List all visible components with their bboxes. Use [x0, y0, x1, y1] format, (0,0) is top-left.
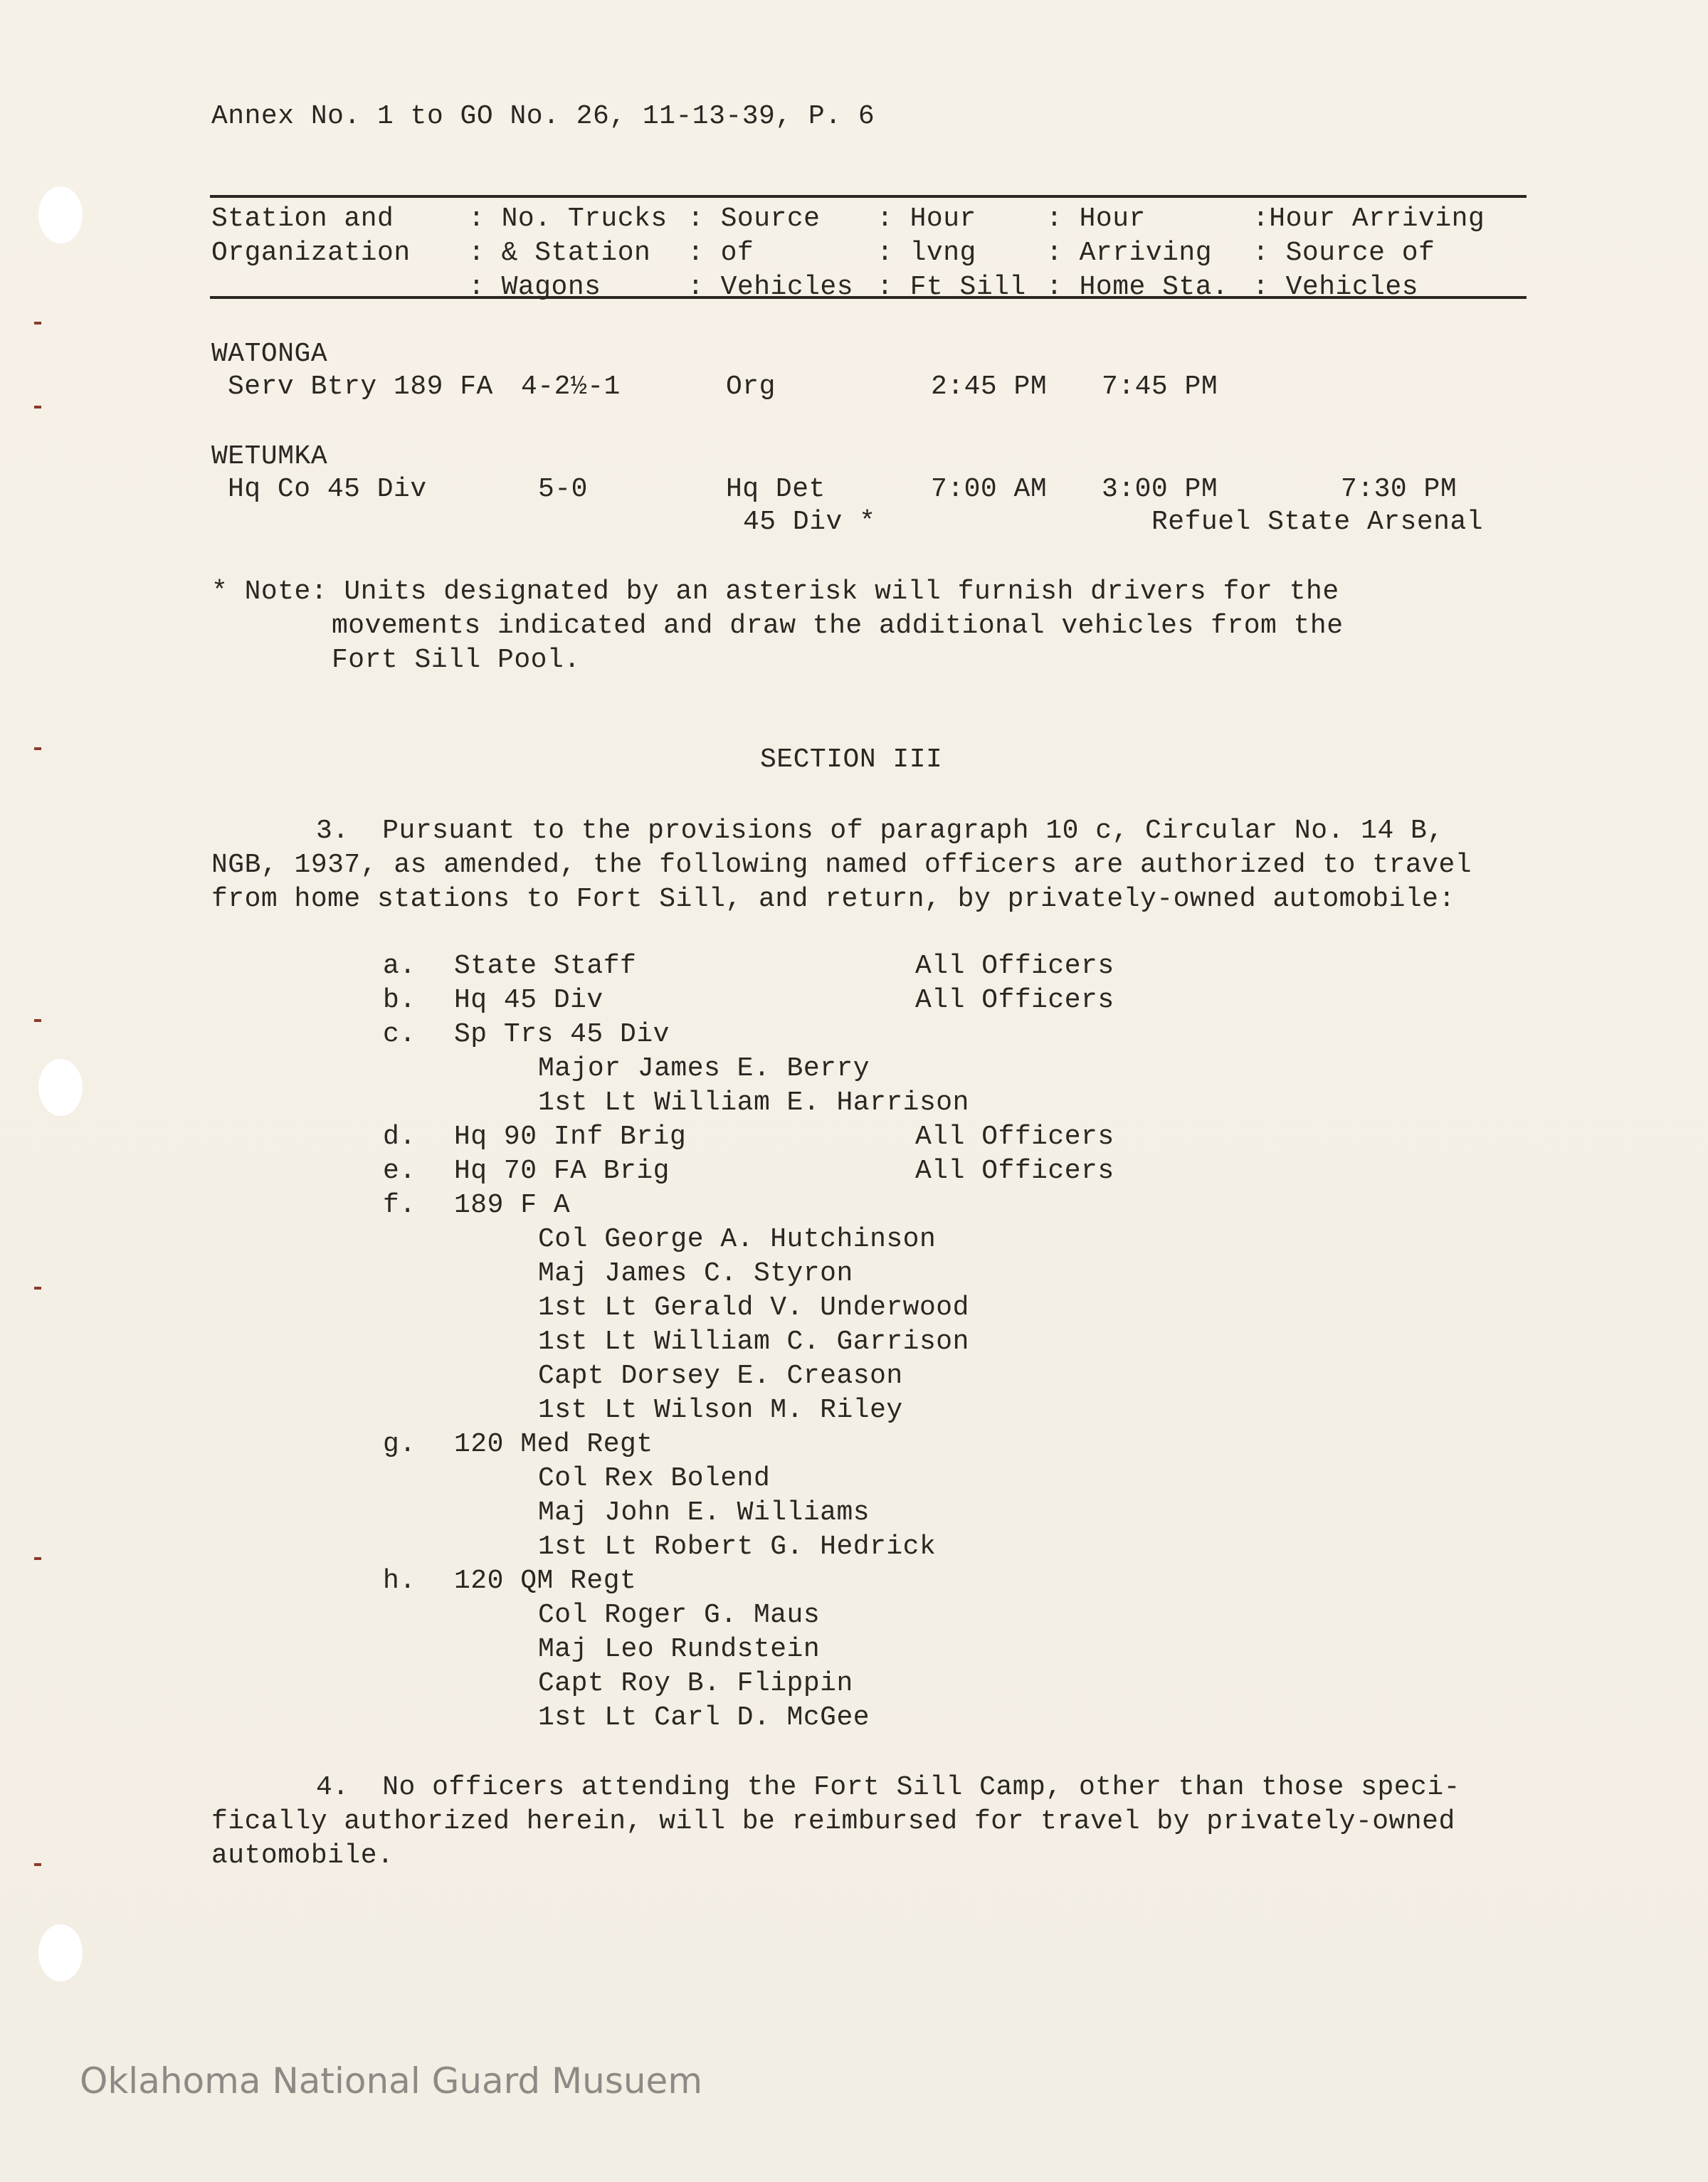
- organization: Hq Co 45 Div: [228, 474, 427, 505]
- header-col-source-3: : Vehicles: [687, 272, 854, 302]
- officer-name: Capt Roy B. Flippin: [538, 1668, 853, 1699]
- margin-mark: [34, 1557, 41, 1560]
- header-col-leave-2: : lvng: [877, 238, 976, 268]
- vehicle-source: Hq Det: [726, 474, 826, 505]
- remark: Refuel State Arsenal: [1151, 507, 1484, 537]
- list-unit: Hq 70 FA Brig: [454, 1156, 670, 1186]
- officer-name: 1st Lt Robert G. Hedrick: [538, 1532, 937, 1562]
- margin-mark: [34, 1019, 41, 1022]
- list-note: All Officers: [915, 1122, 1114, 1152]
- punch-hole-top: [38, 186, 83, 243]
- list-unit: 120 Med Regt: [454, 1429, 653, 1460]
- trucks-count: 5-0: [538, 474, 588, 505]
- officer-name: Major James E. Berry: [538, 1053, 870, 1084]
- punch-hole-middle: [38, 1059, 83, 1116]
- officer-name: 1st Lt William C. Garrison: [538, 1327, 969, 1357]
- hour-arriving-home: 3:00 PM: [1102, 474, 1218, 505]
- header-col-home-1: : Hour: [1046, 204, 1146, 234]
- header-col-trucks-2: : & Station: [468, 238, 651, 268]
- station-name: WATONGA: [211, 339, 328, 369]
- hour-leaving: 7:00 AM: [931, 474, 1048, 505]
- list-letter: f.: [383, 1190, 416, 1221]
- list-unit: Sp Trs 45 Div: [454, 1019, 670, 1050]
- list-letter: c.: [383, 1019, 416, 1050]
- para4-line: fically authorized herein, will be reimbursed for travel by privately-owned: [211, 1806, 1455, 1837]
- officer-name: Col George A. Hutchinson: [538, 1224, 937, 1255]
- table-top-rule: [210, 195, 1527, 198]
- header-col-source-arrive-1: :Hour Arriving: [1253, 204, 1485, 234]
- header-col-leave-1: : Hour: [877, 204, 976, 234]
- annex-header: Annex No. 1 to GO No. 26, 11-13-39, P. 6: [211, 101, 875, 132]
- note-line: * Note: Units designated by an asterisk will furnish drivers for the: [211, 576, 1339, 607]
- header-col-home-3: : Home Sta.: [1046, 272, 1229, 302]
- organization: Serv Btry 189 FA: [228, 371, 493, 402]
- header-col-home-2: : Arriving: [1046, 238, 1213, 268]
- header-col-trucks-1: : No. Trucks: [468, 204, 668, 234]
- header-col-leave-3: : Ft Sill: [877, 272, 1026, 302]
- list-unit: State Staff: [454, 951, 637, 981]
- hour-leaving: 2:45 PM: [931, 371, 1048, 402]
- section-title: SECTION III: [760, 744, 943, 775]
- list-unit: 189 F A: [454, 1190, 571, 1221]
- header-col-station-2: Organization: [211, 238, 411, 268]
- list-letter: d.: [383, 1122, 416, 1152]
- officer-name: Maj Leo Rundstein: [538, 1634, 821, 1665]
- header-col-source-1: : Source: [687, 204, 821, 234]
- hour-arriving-home: 7:45 PM: [1102, 371, 1218, 402]
- museum-watermark: Oklahoma National Guard Musuem: [80, 2060, 703, 2102]
- margin-mark: [34, 322, 41, 325]
- para3-line: NGB, 1937, as amended, the following named officers are authorized to travel: [211, 850, 1472, 880]
- header-col-trucks-3: : Wagons: [468, 272, 601, 302]
- officer-name: Col Roger G. Maus: [538, 1600, 821, 1630]
- officer-name: 1st Lt William E. Harrison: [538, 1087, 969, 1118]
- list-unit: 120 QM Regt: [454, 1566, 637, 1596]
- margin-mark: [34, 1863, 41, 1866]
- punch-hole-bottom: [38, 1924, 83, 1981]
- header-col-source-2: : of: [687, 238, 754, 268]
- header-col-station-1: Station and: [211, 204, 394, 234]
- header-col-source-arrive-3: : Vehicles: [1253, 272, 1419, 302]
- list-note: All Officers: [915, 985, 1114, 1016]
- margin-mark: [34, 747, 41, 750]
- para4-line: automobile.: [211, 1840, 394, 1871]
- list-note: All Officers: [915, 951, 1114, 981]
- note-line: Fort Sill Pool.: [332, 645, 581, 675]
- margin-mark: [34, 1287, 41, 1290]
- list-unit: Hq 45 Div: [454, 985, 603, 1016]
- list-unit: Hq 90 Inf Brig: [454, 1122, 687, 1152]
- para3-line: from home stations to Fort Sill, and return, by privately-owned automobile:: [211, 884, 1455, 915]
- trucks-count: 4-2½-1: [521, 371, 621, 402]
- vehicle-source: Org: [726, 371, 776, 402]
- list-letter: a.: [383, 951, 416, 981]
- list-letter: g.: [383, 1429, 416, 1460]
- hour-arriving-source: 7:30 PM: [1341, 474, 1457, 505]
- officer-name: 1st Lt Gerald V. Underwood: [538, 1292, 969, 1323]
- list-note: All Officers: [915, 1156, 1114, 1186]
- officer-name: Capt Dorsey E. Creason: [538, 1361, 903, 1391]
- vehicle-source-line2: 45 Div *: [743, 507, 876, 537]
- station-name: WETUMKA: [211, 441, 328, 472]
- para4-line: 4. No officers attending the Fort Sill Camp, other than those speci-: [316, 1772, 1460, 1803]
- margin-mark: [34, 406, 41, 409]
- list-letter: e.: [383, 1156, 416, 1186]
- note-line: movements indicated and draw the additional vehicles from the: [332, 611, 1344, 641]
- officer-name: 1st Lt Wilson M. Riley: [538, 1395, 903, 1425]
- officer-name: Col Rex Bolend: [538, 1463, 771, 1494]
- list-letter: b.: [383, 985, 416, 1016]
- list-letter: h.: [383, 1566, 416, 1596]
- officer-name: Maj John E. Williams: [538, 1497, 870, 1528]
- officer-name: Maj James C. Styron: [538, 1258, 853, 1289]
- para3-line: 3. Pursuant to the provisions of paragraph 10 c, Circular No. 14 B,: [316, 816, 1444, 846]
- header-col-source-arrive-2: : Source of: [1253, 238, 1435, 268]
- officer-name: 1st Lt Carl D. McGee: [538, 1702, 870, 1733]
